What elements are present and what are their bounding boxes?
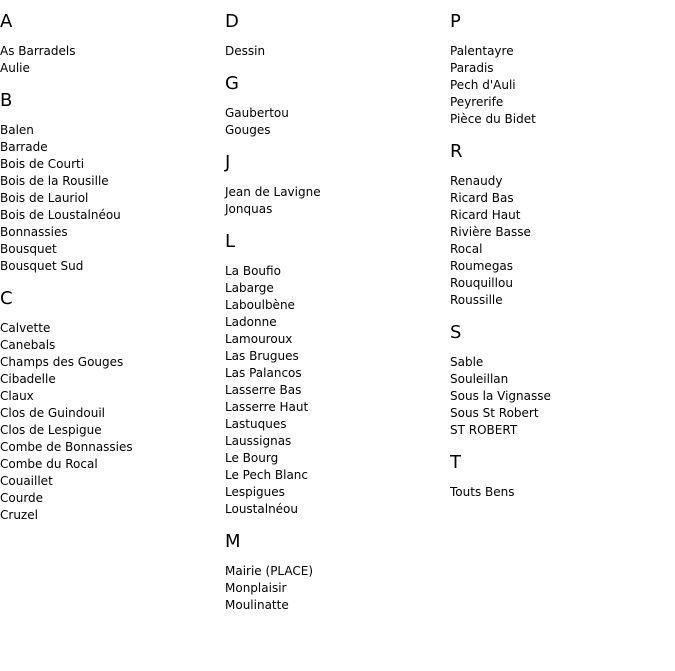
section-letter-heading: B [0,90,13,111]
place-name-item[interactable]: Rocal [450,242,483,256]
place-name-item[interactable]: Cibadelle [0,372,56,386]
place-name-list [450,43,675,128]
place-name-item[interactable]: Barrade [0,140,48,154]
place-name-item[interactable]: Roussille [450,293,503,307]
place-name-item[interactable]: Sable [450,355,484,369]
place-name-item[interactable]: Las Palancos [225,366,302,380]
section-s [450,322,675,439]
place-name-item[interactable]: Clos de Lespigue [0,423,102,437]
place-name-item[interactable]: Bois de Lauriol [0,191,89,205]
place-name-item[interactable]: Bois de Loustalnéou [0,208,121,222]
section-a [0,11,225,77]
place-name-item[interactable]: Pièce du Bidet [450,112,536,126]
place-name-item[interactable]: Monplaisir [225,581,287,595]
place-name-item[interactable]: Renaudy [450,174,503,188]
place-name-item[interactable]: Laboulbène [225,298,295,312]
column-2 [225,0,450,627]
place-name-list [0,43,225,77]
place-name-item[interactable]: Souleillan [450,372,509,386]
place-name-item[interactable]: Calvette [0,321,51,335]
section-letter-heading: G [225,73,239,94]
place-name-item[interactable]: ST ROBERT [450,423,518,437]
place-name-item[interactable]: Ladonne [225,315,277,329]
place-name-item[interactable]: Bousquet [0,242,57,256]
place-name-item[interactable]: Palentayre [450,44,514,58]
section-p [450,11,675,128]
section-t [450,452,675,501]
place-name-list [450,354,675,439]
section-letter-heading: J [225,152,231,173]
place-name-item[interactable]: Bois de Courti [0,157,85,171]
place-name-item[interactable]: Dessin [225,44,266,58]
place-name-item[interactable]: Cruzel [0,508,38,522]
place-name-item[interactable]: Ricard Bas [450,191,514,205]
place-name-list [225,43,450,60]
section-r [450,141,675,309]
place-name-item[interactable]: Sous la Vignasse [450,389,551,403]
section-letter-heading: L [225,231,236,252]
place-name-item[interactable]: Lastuques [225,417,287,431]
place-name-item[interactable]: Gouges [225,123,271,137]
place-name-item[interactable]: Le Bourg [225,451,279,465]
place-name-item[interactable]: Peyrerife [450,95,504,109]
place-name-item[interactable]: Mairie (PLACE) [225,564,314,578]
place-name-item[interactable]: Roumegas [450,259,514,273]
place-name-list [450,173,675,309]
section-c [0,288,225,524]
section-letter-heading: A [0,11,13,32]
column-3 [450,0,675,514]
place-name-item[interactable]: Paradis [450,61,494,75]
section-d [225,11,450,60]
place-name-list [225,184,450,218]
place-name-list [225,105,450,139]
place-name-list [225,563,450,614]
place-name-item[interactable]: Combe de Bonnassies [0,440,133,454]
section-letter-heading: D [225,11,239,32]
section-l [225,231,450,518]
place-name-item[interactable]: Bois de la Rousille [0,174,109,188]
place-name-item[interactable]: Pech d'Auli [450,78,516,92]
section-j [225,152,450,218]
section-g [225,73,450,139]
place-name-item[interactable]: Canebals [0,338,56,352]
place-name-item[interactable]: Lasserre Haut [225,400,309,414]
place-name-item[interactable]: Bousquet Sud [0,259,84,273]
place-name-item[interactable]: Champs des Gouges [0,355,124,369]
place-name-item[interactable]: Ricard Haut [450,208,521,222]
place-name-item[interactable]: La Boufio [225,264,281,278]
place-name-item[interactable]: Jean de Lavigne [225,185,321,199]
place-name-item[interactable]: Combe du Rocal [0,457,98,471]
place-name-item[interactable]: Rivière Basse [450,225,531,239]
place-name-item[interactable]: Le Pech Blanc [225,468,309,482]
section-letter-heading: M [225,531,241,552]
place-name-item[interactable]: Labarge [225,281,274,295]
section-letter-heading: R [450,141,463,162]
place-name-item[interactable]: Clos de Guindouil [0,406,106,420]
section-letter-heading: P [450,11,461,32]
place-name-item[interactable]: Lespigues [225,485,285,499]
place-name-item[interactable]: Gaubertou [225,106,289,120]
place-name-item[interactable]: As Barradels [0,44,76,58]
place-name-item[interactable]: Las Brugues [225,349,299,363]
place-name-item[interactable]: Jonquas [225,202,273,216]
place-name-item[interactable]: Balen [0,123,34,137]
section-m [225,531,450,614]
place-name-item[interactable]: Loustalnéou [225,502,299,516]
place-name-item[interactable]: Couaillet [0,474,53,488]
place-name-item[interactable]: Laussignas [225,434,292,448]
place-name-list [450,484,675,501]
place-name-item[interactable]: Sous St Robert [450,406,539,420]
place-name-list [225,263,450,518]
place-name-item[interactable]: Lamouroux [225,332,293,346]
place-name-item[interactable]: Claux [0,389,34,403]
place-name-item[interactable]: Bonnassies [0,225,68,239]
place-name-item[interactable]: Courde [0,491,44,505]
section-b [0,90,225,275]
column-1 [0,0,225,537]
place-name-item[interactable]: Rouquillou [450,276,513,290]
place-name-item[interactable]: Aulie [0,61,30,75]
section-letter-heading: T [450,452,461,473]
section-letter-heading: C [0,288,13,309]
place-name-item[interactable]: Lasserre Bas [225,383,302,397]
section-letter-heading: S [450,322,462,343]
place-name-list [0,320,225,524]
place-name-item[interactable]: Touts Bens [450,485,515,499]
place-name-item[interactable]: Moulinatte [225,598,289,612]
place-name-list [0,122,225,275]
